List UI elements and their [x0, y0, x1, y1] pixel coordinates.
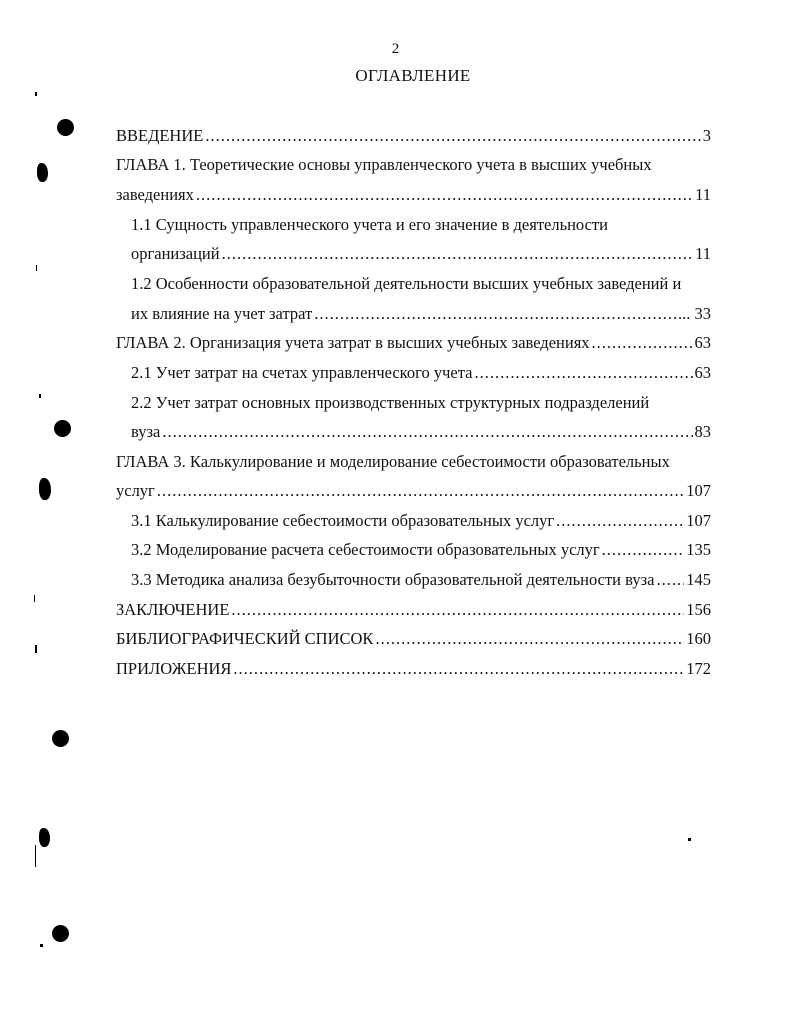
toc-entry-text: ЗАКЛЮЧЕНИЕ [116, 600, 230, 619]
scan-speck [35, 92, 37, 96]
toc-entry-text: услуг [116, 481, 155, 500]
toc-entry-ch1-line1: ГЛАВА 1. Теоретические основы управленческого учета в высших учебных [116, 155, 652, 174]
toc-entry-page: 107 [686, 481, 711, 500]
toc-entry-s22 [131, 422, 711, 446]
dot-leader [162, 422, 692, 442]
scan-blot [39, 478, 51, 500]
toc-entry-page: 156 [686, 600, 711, 619]
dot-leader [656, 570, 684, 590]
toc-entry-ch3 [116, 481, 711, 505]
toc-entry-page: 107 [686, 511, 711, 530]
dot-leader [592, 333, 693, 353]
toc-entry-page: 135 [686, 540, 711, 559]
page-number: 2 [391, 41, 400, 57]
toc-entry-text: ВВЕДЕНИЕ [116, 126, 204, 145]
punch-hole-mark [57, 119, 74, 136]
dot-leader [375, 629, 684, 649]
page-title: ОГЛАВЛЕНИЕ [355, 66, 471, 85]
toc-entry-page: 63 [694, 333, 711, 352]
toc-entry-page: 83 [694, 422, 711, 441]
punch-hole-mark [54, 420, 71, 437]
dot-leader [233, 659, 684, 679]
toc-entry-text: вуза [131, 422, 161, 441]
toc-entry-s12-line1: 1.2 Особенности образовательной деятельности высших учебных заведений и [131, 274, 682, 293]
scan-speck [34, 595, 35, 602]
toc-entry-bibl [116, 629, 711, 653]
toc-entry-page: 11 [695, 185, 711, 204]
toc-entry-s31 [131, 511, 711, 535]
toc-entry-text: 3.1 Калькулирование себестоимости образовательных услуг [131, 511, 555, 530]
toc-entry-pril [116, 659, 711, 683]
scan-speck [35, 845, 36, 867]
toc-entry-ch1 [116, 185, 711, 209]
toc-entry-s11 [131, 244, 711, 268]
toc-entry-ch3-line1: ГЛАВА 3. Калькулирование и моделирование себестоимости образовательных [116, 452, 670, 471]
toc-entry-s12 [131, 304, 711, 328]
toc-entry-text: организаций [131, 244, 220, 263]
toc-entry-text: 3.3 Методика анализа безубыточности образовательной деятельности вуза [131, 570, 655, 589]
toc-entry-page: 11 [695, 244, 711, 263]
scan-speck [39, 394, 41, 398]
toc-entry-text: 2.1 Учет затрат на счетах управленческого учета [131, 363, 473, 382]
toc-entry-vvedenie [116, 126, 711, 150]
scan-blot [39, 828, 50, 847]
toc-entry-text: заведениях [116, 185, 194, 204]
toc-entry-page: ... 33 [678, 304, 711, 323]
toc-entry-s22-line1: 2.2 Учет затрат основных производственных структурных подразделений [131, 393, 650, 412]
toc-entry-page: 63 [694, 363, 711, 382]
toc-entry-text: 3.2 Моделирование расчета себестоимости образовательных услуг [131, 540, 600, 559]
scan-speck [688, 838, 691, 841]
dot-leader [474, 363, 692, 383]
dot-leader [602, 540, 685, 560]
toc-entry-page: 160 [686, 629, 711, 648]
toc-entry-text: ГЛАВА 2. Организация учета затрат в высших учебных заведениях [116, 333, 590, 352]
dot-leader [231, 600, 684, 620]
toc-entry-s32 [131, 540, 711, 564]
dot-leader [556, 511, 684, 531]
toc-entry-zakl [116, 600, 711, 624]
scan-speck [36, 265, 37, 271]
dot-leader [157, 481, 684, 501]
scan-speck [40, 944, 43, 947]
toc-entry-text: БИБЛИОГРАФИЧЕСКИЙ СПИСОК [116, 629, 374, 648]
toc-entry-page: 3 [702, 126, 711, 145]
toc-entry-s11-line1: 1.1 Сущность управленческого учета и его значение в деятельности [131, 215, 608, 234]
toc-entry-text: ПРИЛОЖЕНИЯ [116, 659, 232, 678]
toc-entry-text: их влияние на учет затрат [131, 304, 313, 323]
punch-hole-mark [52, 730, 69, 747]
dot-leader [314, 304, 676, 324]
toc-entry-page: 172 [686, 659, 711, 678]
toc-entry-s33 [131, 570, 711, 594]
dot-leader [222, 244, 694, 264]
toc-entry-page: 145 [686, 570, 711, 589]
dot-leader [205, 126, 700, 146]
toc-entry-s21 [131, 363, 711, 387]
punch-hole-mark [52, 925, 69, 942]
scan-speck [35, 645, 37, 653]
scan-blot [37, 163, 48, 182]
toc-entry-ch2 [116, 333, 711, 357]
dot-leader [196, 185, 693, 205]
